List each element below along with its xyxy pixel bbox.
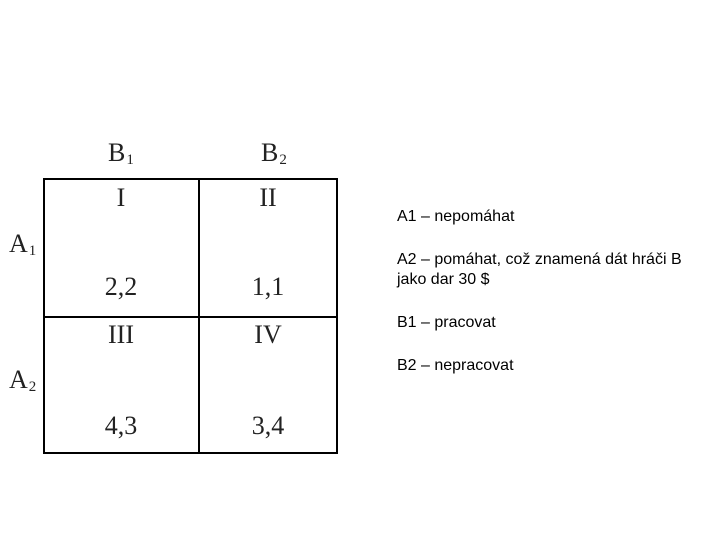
column-header-b2-index: 2	[279, 152, 287, 168]
row-header-a2-letter: A	[9, 365, 28, 394]
cell-a2-b1-payoff: 4,3	[104, 411, 138, 440]
legend-item-b2: B2 – nepracovat	[397, 357, 514, 374]
row-header-a2-index: 2	[28, 379, 37, 395]
row-header-a1	[9, 231, 36, 259]
grid-line-top	[43, 178, 338, 180]
column-header-b2-letter: B	[261, 138, 279, 167]
legend-item-a1: A1 – nepomáhat	[397, 208, 515, 225]
grid-line-bottom	[43, 452, 338, 454]
cell-a1-b2-payoff: 1,1	[251, 272, 285, 301]
column-header-b2	[261, 140, 287, 168]
grid-line-center	[43, 316, 338, 318]
cell-a1-b1-payoff: 2,2	[104, 272, 138, 301]
cell-a2-b1-label: III	[108, 320, 134, 349]
row-header-a1-index: 1	[28, 243, 37, 259]
column-header-b1	[108, 140, 134, 168]
cell-a2-b2-payoff: 3,4	[251, 411, 285, 440]
cell-a1-b2-label: II	[259, 183, 277, 212]
legend-item-b1: B1 – pracovat	[397, 314, 496, 331]
legend-item-a2: A2 – pomáhat, což znamená dát hráči B jako dar 30 $	[397, 251, 682, 288]
column-header-b1-letter: B	[108, 138, 126, 167]
cell-a2-b2-label: IV	[254, 320, 282, 349]
payoff-matrix	[43, 178, 339, 454]
column-header-b1-index: 1	[126, 152, 134, 168]
row-header-a1-letter: A	[9, 229, 28, 258]
row-header-a2	[9, 367, 36, 395]
strategy-legend	[397, 207, 697, 399]
cell-a1-b1-label: I	[116, 183, 126, 212]
